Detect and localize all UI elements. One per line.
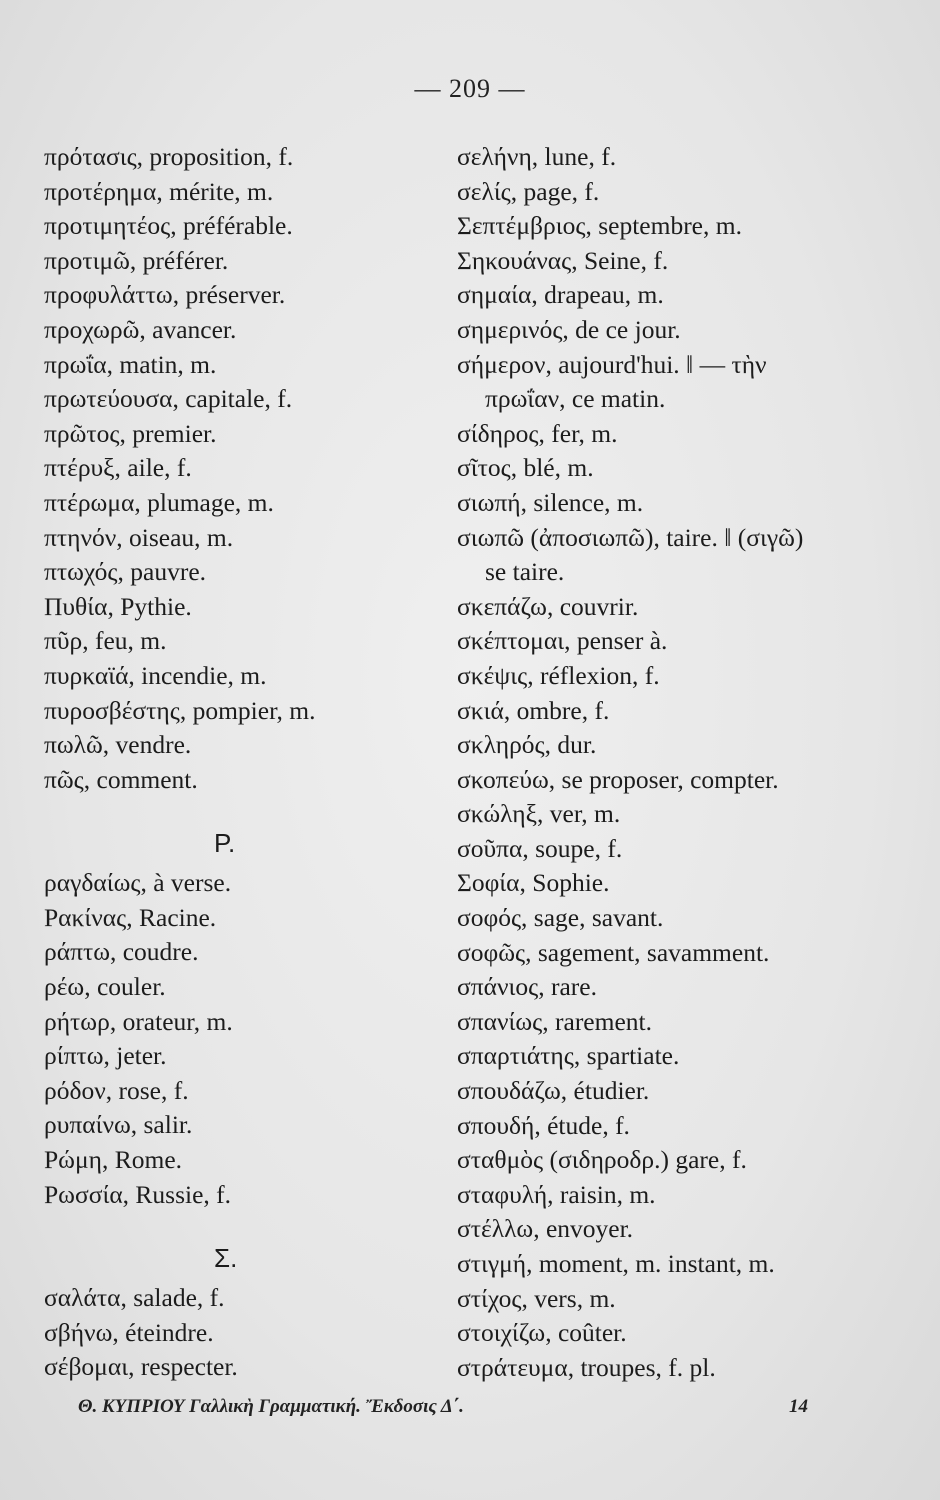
dictionary-entry: σπουδάζω, étudier. [457,1076,650,1106]
dictionary-entry: πτέρυξ, aile, f. [44,453,192,483]
dictionary-entry: προτιμῶ, préférer. [44,245,229,275]
dictionary-entry: πῶς, comment. [44,764,198,794]
page-number: — 209 — [414,74,526,103]
dictionary-entry: σκέπτομαι, penser à. [457,626,668,656]
dictionary-entry: σέβομαι, respecter. [44,1352,238,1382]
dictionary-entry: προτέρημα, mérite, m. [44,176,274,206]
dictionary-entry: σκέψις, réflexion, f. [457,660,660,690]
dictionary-entry: σημερινός, de ce jour. [457,314,681,344]
dictionary-entry: se taire. [485,557,565,587]
dictionary-entry: προφυλάττω, préserver. [44,280,286,310]
dictionary-entry: πυρκαϊά, incendie, m. [44,660,267,690]
dictionary-entry: σπαρτιάτης, spartiate. [457,1041,680,1071]
dictionary-entry: σοφός, sage, savant. [457,903,664,933]
dictionary-entry: σημαία, drapeau, m. [457,280,664,310]
dictionary-entry: Ρακίνας, Racine. [44,902,217,932]
dictionary-entry: Σηκουάνας, Seine, f. [457,245,669,275]
dictionary-entry: σπανίως, rarement. [457,1006,652,1036]
dictionary-entry: σοφῶς, sagement, savamment. [457,937,770,967]
dictionary-entry: πρωΐα, matin, m. [44,349,217,379]
dictionary-entry: Ρώμη, Rome. [44,1145,183,1175]
footer-title: Θ. ΚΥΠΡΙΟΥ Γαλλικὴ Γραμματική. Ἔκδοσις Δ΄. [78,1396,464,1417]
dictionary-entry: προτιμητέος, préférable. [44,211,293,241]
dictionary-entry: σαλάτα, salade, f. [44,1283,225,1313]
section-letter-heading: Σ. [214,1243,238,1274]
dictionary-entry: σκληρός, dur. [457,730,597,760]
dictionary-entry: πωλῶ, vendre. [44,730,192,760]
dictionary-entry: σκώληξ, ver, m. [457,799,621,829]
dictionary-entry: πῦρ, feu, m. [44,626,167,656]
dictionary-entry: σιωπῶ (ἀποσιωπῶ), taire. ‖ (σιγῶ) [457,522,804,552]
dictionary-entry: σκεπάζω, couvrir. [457,591,639,621]
dictionary-entry: ρέω, couler. [44,972,166,1002]
dictionary-entry: σκοπεύω, se proposer, compter. [457,764,779,794]
dictionary-entry: σίδηρος, fer, m. [457,418,618,448]
dictionary-entry: στίχος, vers, m. [457,1283,616,1313]
dictionary-entry: ράπτω, coudre. [44,937,199,967]
dictionary-entry: πρότασις, proposition, f. [44,142,294,171]
dictionary-entry: Σοφία, Sophie. [457,868,610,898]
dictionary-entry: στοιχίζω, coûter. [457,1318,627,1348]
dictionary-entry: Σεπτέμβριος, septembre, m. [457,211,742,241]
dictionary-entry: Πυθία, Pythie. [44,591,192,621]
dictionary-entry: σβήνω, éteindre. [44,1317,214,1347]
dictionary-entry: πτηνόν, oiseau, m. [44,522,234,552]
dictionary-entry: πρωτεύουσα, capitale, f. [44,384,293,414]
dictionary-entry: σταθμὸς (σιδηροδρ.) gare, f. [457,1145,747,1175]
dictionary-entry: σελίς, page, f. [457,176,600,206]
dictionary-entry: ρίπτω, jeter. [44,1041,167,1071]
dictionary-entry: σοῦπα, soupe, f. [457,833,623,863]
dictionary-entry: σιωπή, silence, m. [457,487,644,517]
dictionary-entry: σῖτος, blé, m. [457,453,594,483]
right-column [457,140,897,1385]
dictionary-entry: σελήνη, lune, f. [457,142,617,171]
dictionary-entry: στιγμή, moment, m. instant, m. [457,1249,775,1278]
left-column [44,140,444,1385]
dictionary-entry: προχωρῶ, avancer. [44,314,237,344]
dictionary-entry: ρόδον, rose, f. [44,1075,189,1105]
dictionary-entry: ρήτωρ, orateur, m. [44,1006,233,1036]
dictionary-entry: πτέρωμα, plumage, m. [44,487,274,517]
footer-signature: 14 [789,1396,808,1417]
dictionary-entry: σκιά, ombre, f. [457,695,610,725]
dictionary-entry: Ρωσσία, Russie, f. [44,1179,232,1209]
dictionary-entry: σπάνιος, rare. [457,972,597,1002]
page-footer [78,1390,808,1424]
dictionary-entry: στράτευμα, troupes, f. pl. [457,1352,716,1382]
dictionary-entry: στέλλω, envoyer. [457,1214,634,1244]
dictionary-entry: σήμερον, aujourd'hui. ‖ — τὴν [457,349,767,379]
dictionary-entry: πυροσβέστης, pompier, m. [44,695,316,725]
dictionary-entry: ρυπαίνω, salir. [44,1110,193,1140]
section-letter-heading: Ρ. [214,828,236,859]
dictionary-entry: πρῶτος, premier. [44,418,217,448]
dictionary-entry: πρωΐαν, ce matin. [485,384,666,414]
dictionary-entry: πτωχός, pauvre. [44,557,207,587]
dictionary-entry: σπουδή, étude, f. [457,1110,630,1140]
dictionary-entry: σταφυλή, raisin, m. [457,1179,656,1209]
dictionary-entry: ραγδαίως, à verse. [44,868,232,898]
